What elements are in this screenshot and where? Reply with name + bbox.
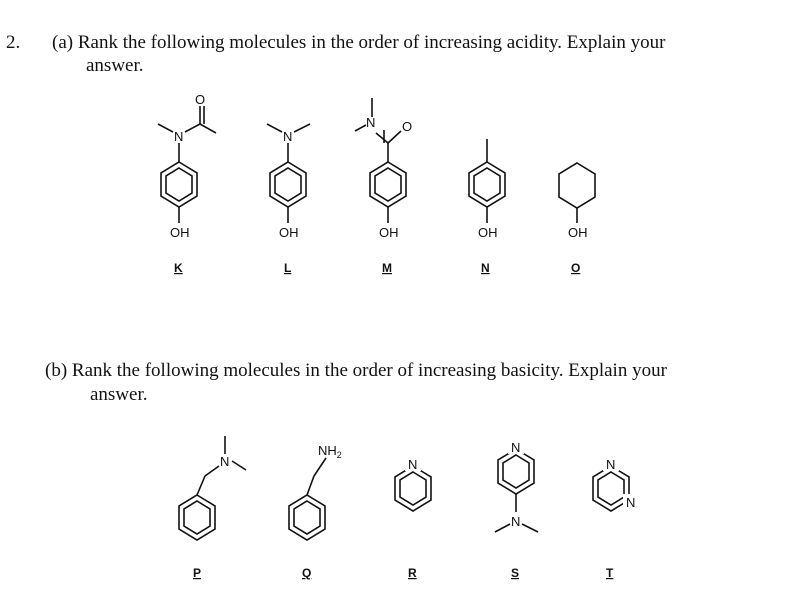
atom-N: N (511, 440, 521, 455)
molecule-T (593, 455, 639, 580)
atom-N: N (366, 115, 376, 130)
label-N: N (481, 261, 490, 275)
atom-O: O (195, 92, 206, 107)
label-O: O (571, 261, 581, 275)
atom-N: N (174, 129, 184, 144)
label-P: P (193, 566, 202, 580)
oh-label: OH (170, 225, 190, 240)
question-number: 2. (6, 32, 21, 53)
atom-N: N (220, 454, 230, 469)
atom-N: N (606, 457, 616, 472)
molecule-N (469, 139, 505, 275)
label-Q: Q (302, 566, 312, 580)
label-S: S (511, 566, 520, 580)
part-b-prompt-cont: answer. (90, 384, 148, 405)
label-R: R (408, 566, 417, 580)
molecule-R (395, 455, 431, 580)
atom-NH2: $NH_2$ (318, 443, 342, 460)
label-M: M (382, 261, 392, 275)
label-T: T (606, 566, 614, 580)
molecule-M (355, 98, 412, 275)
part-a-prompt: (a) Rank the following molecules in the order of increasing acidity. Explain your (52, 32, 666, 53)
part-b-prompt: (b) Rank the following molecules in the order of increasing basicity. Explain your (45, 360, 667, 381)
atom-N: N (408, 457, 418, 472)
molecule-L (267, 124, 310, 275)
molecule-P (179, 436, 246, 580)
molecule-S (495, 438, 538, 580)
oh-label: OH (379, 225, 399, 240)
atom-N: N (511, 514, 521, 529)
oh-label: OH (568, 225, 588, 240)
part-a-prompt-cont: answer. (86, 55, 144, 76)
oh-label: OH (279, 225, 299, 240)
label-K: K (174, 261, 183, 275)
molecule-Q (289, 443, 342, 580)
atom-N: N (283, 129, 293, 144)
molecule-O (559, 163, 595, 275)
atom-N: N (626, 495, 636, 510)
label-L: L (284, 261, 292, 275)
oh-label: OH (478, 225, 498, 240)
atom-O: O (402, 119, 413, 134)
molecule-K (158, 92, 216, 275)
